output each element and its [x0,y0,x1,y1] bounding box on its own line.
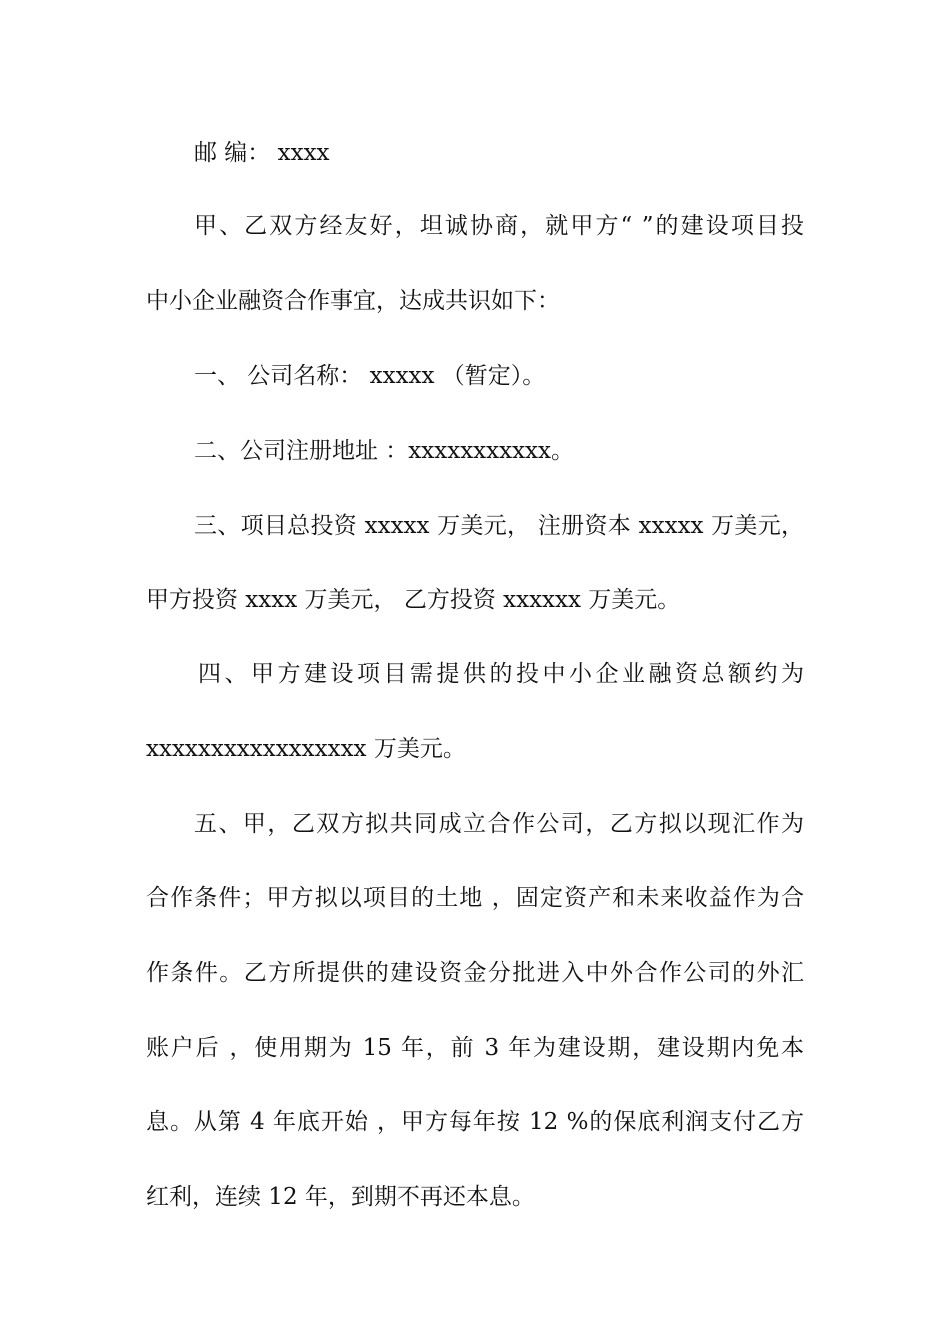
clause-5-line-3: 作条件。乙方所提供的建设资金分批进入中外合作公司的外汇 [146,960,804,986]
postal-code-line: 邮 编： xxxx [194,140,330,166]
clause-4-line-1: 四、甲方建设项目需提供的投中小企业融资总额约为 [198,661,804,687]
clause-3-line-1: 三、项目总投资 xxxxx 万美元， 注册资本 xxxxx 万美元， [194,513,804,539]
clause-3-line-2: 甲方投资 xxxx 万美元， 乙方投资 xxxxxx 万美元。 [146,587,681,613]
clause-5-line-2: 合作条件；甲方拟以项目的土地 ，固定资产和未来收益作为合 [146,885,804,911]
intro-paragraph-line-2: 中小企业融资合作事宜，达成共识如下： [146,288,560,314]
clause-4-line-2: xxxxxxxxxxxxxxxxx 万美元。 [146,736,466,762]
clause-1-company-name: 一、 公司名称： xxxxx （暂定）。 [194,363,546,389]
clause-5-line-6: 红利，连续 12 年，到期不再还本息。 [146,1184,535,1210]
clause-5-line-4: 账户后 ，使用期为 15 年，前 3 年为建设期，建设期内免本 [146,1035,804,1061]
intro-paragraph-line-1: 甲、乙双方经友好，坦诚协商，就甲方“ ”的建设项目投 [194,213,804,239]
clause-5-line-1: 五、甲，乙双方拟共同成立合作公司，乙方拟以现汇作为 [194,811,804,837]
clause-5-line-5: 息。从第 4 年底开始 ，甲方每年按 12 %的保底利润支付乙方 [146,1109,804,1135]
clause-2-registered-address: 二、公司注册地址 ：xxxxxxxxxxx。 [194,438,574,464]
